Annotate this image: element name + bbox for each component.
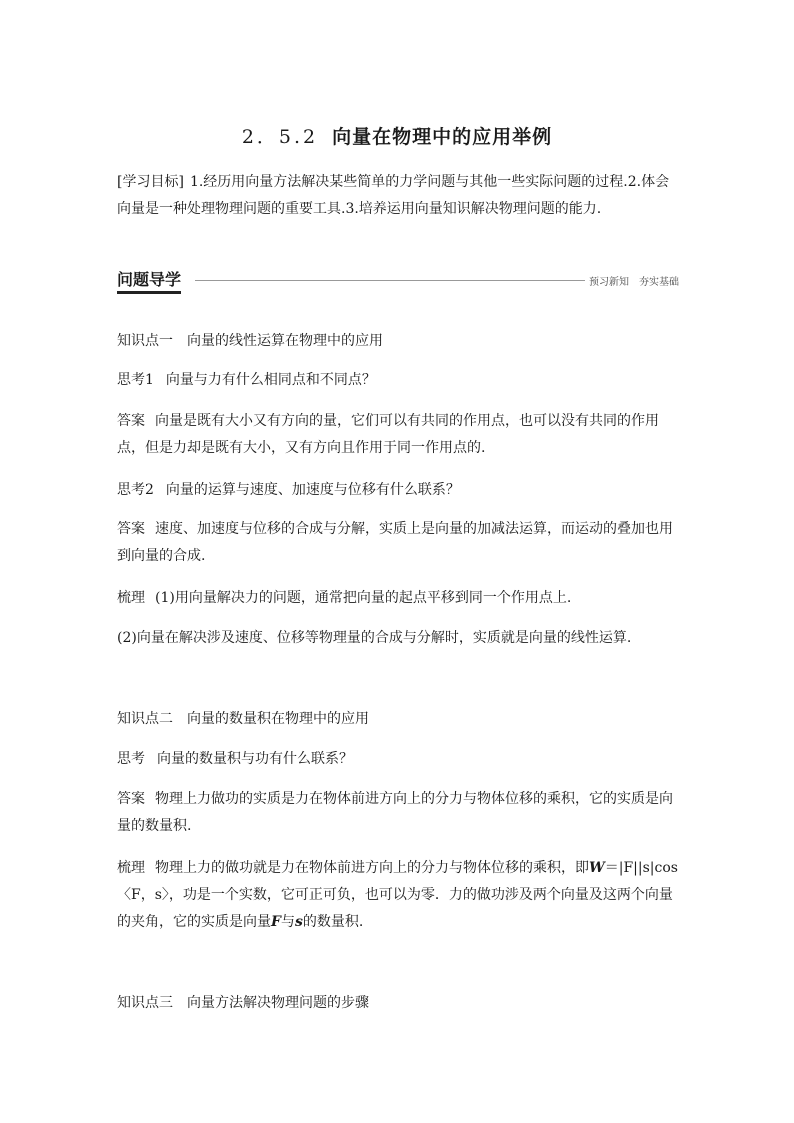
- kp2-s-text-c: 与: [280, 914, 295, 930]
- kp1-a2-text: 速度、加速度与位移的合成与分解，实质上是向量的加减法运算，而运动的叠加也用到向量的合成.: [117, 521, 673, 564]
- kp1-answer-2: [117, 516, 679, 570]
- learning-goals: [117, 169, 679, 223]
- kp2-var-s: s: [294, 914, 303, 930]
- kp1-question-1: [117, 367, 679, 394]
- kp2-formula-rest: ＝|F||s|cos〈F，s〉: [117, 860, 678, 903]
- kp1-answer-1: [117, 408, 679, 462]
- kp2-formula-w: W: [589, 860, 605, 876]
- kp2-answer: [117, 786, 679, 840]
- title-text: 向量在物理中的应用举例: [332, 126, 553, 148]
- kp1-heading: 知识点一 向量的线性运算在物理中的应用: [117, 333, 383, 349]
- page-title: [0, 122, 794, 149]
- kp2-a-lead: 答案: [117, 791, 145, 807]
- kp1-a2-lead: 答案: [117, 521, 145, 537]
- kp1-summary-1: [117, 585, 679, 612]
- kp3-heading: 知识点三 向量方法解决物理问题的步骤: [117, 995, 369, 1011]
- kp1-q1-lead: 思考1: [117, 372, 154, 388]
- kp2-s-text-b: ，功是一个实数，它可正可负，也可以为零．力的做功涉及两个向量及这两个向量的夹角，它的实质是向量: [117, 887, 673, 930]
- kp2-heading: 知识点二 向量的数量积在物理中的应用: [117, 711, 369, 727]
- section-divider: [195, 280, 585, 281]
- learning-goals-tag: [学习目标]: [117, 174, 184, 190]
- kp2-a-text: 物理上力做功的实质是力在物体前进方向上的分力与物体位移的乘积，它的实质是向量的数量积.: [117, 791, 673, 834]
- kp2-question: [117, 746, 679, 773]
- kp1-a1-lead: 答案: [117, 413, 145, 429]
- section-number: 2．5.2: [241, 126, 319, 148]
- kp1-question-2: [117, 477, 679, 504]
- kp2-s-text-a: 物理上力的做功就是力在物体前进方向上的分力与物体位移的乘积，即: [155, 860, 589, 876]
- kp1-s-lead: 梳理: [117, 590, 145, 606]
- kp1-q1-text: 向量与力有什么相同点和不同点？: [165, 372, 376, 388]
- kp2-q-text: 向量的数量积与功有什么联系？: [157, 751, 353, 767]
- kp1-s-text1: (1)用向量解决力的问题，通常把向量的起点平移到同一个作用点上.: [155, 590, 572, 606]
- kp2-s-lead: 梳理: [117, 860, 145, 876]
- section-subtitle: 预习新知 夯实基础: [589, 277, 679, 288]
- section-label: 问题导学: [117, 269, 181, 294]
- kp2-s-text-d: 的数量积.: [302, 914, 364, 930]
- learning-goals-text: 1.经历用向量方法解决某些简单的力学问题与其他一些实际问题的过程.2.体会向量是一种处理物理问题的重要工具.3.培养运用向量知识解决物理问题的能力.: [117, 174, 670, 217]
- kp1-q2-text: 向量的运算与速度、加速度与位移有什么联系？: [165, 482, 460, 498]
- kp2-q-lead: 思考: [117, 751, 145, 767]
- kp2-summary: [117, 855, 679, 936]
- kp1-a1-text: 向量是既有大小又有方向的量，它们可以有共同的作用点，也可以没有共同的作用点，但是力却是既有大小，又有方向且作用于同一作用点的.: [117, 413, 659, 456]
- kp1-summary-2: (2)向量在解决涉及速度、位移等物理量的合成与分解时，实质就是向量的线性运算.: [117, 630, 632, 646]
- kp2-var-f: F: [271, 914, 281, 930]
- section-header: [117, 268, 679, 294]
- kp1-q2-lead: 思考2: [117, 482, 154, 498]
